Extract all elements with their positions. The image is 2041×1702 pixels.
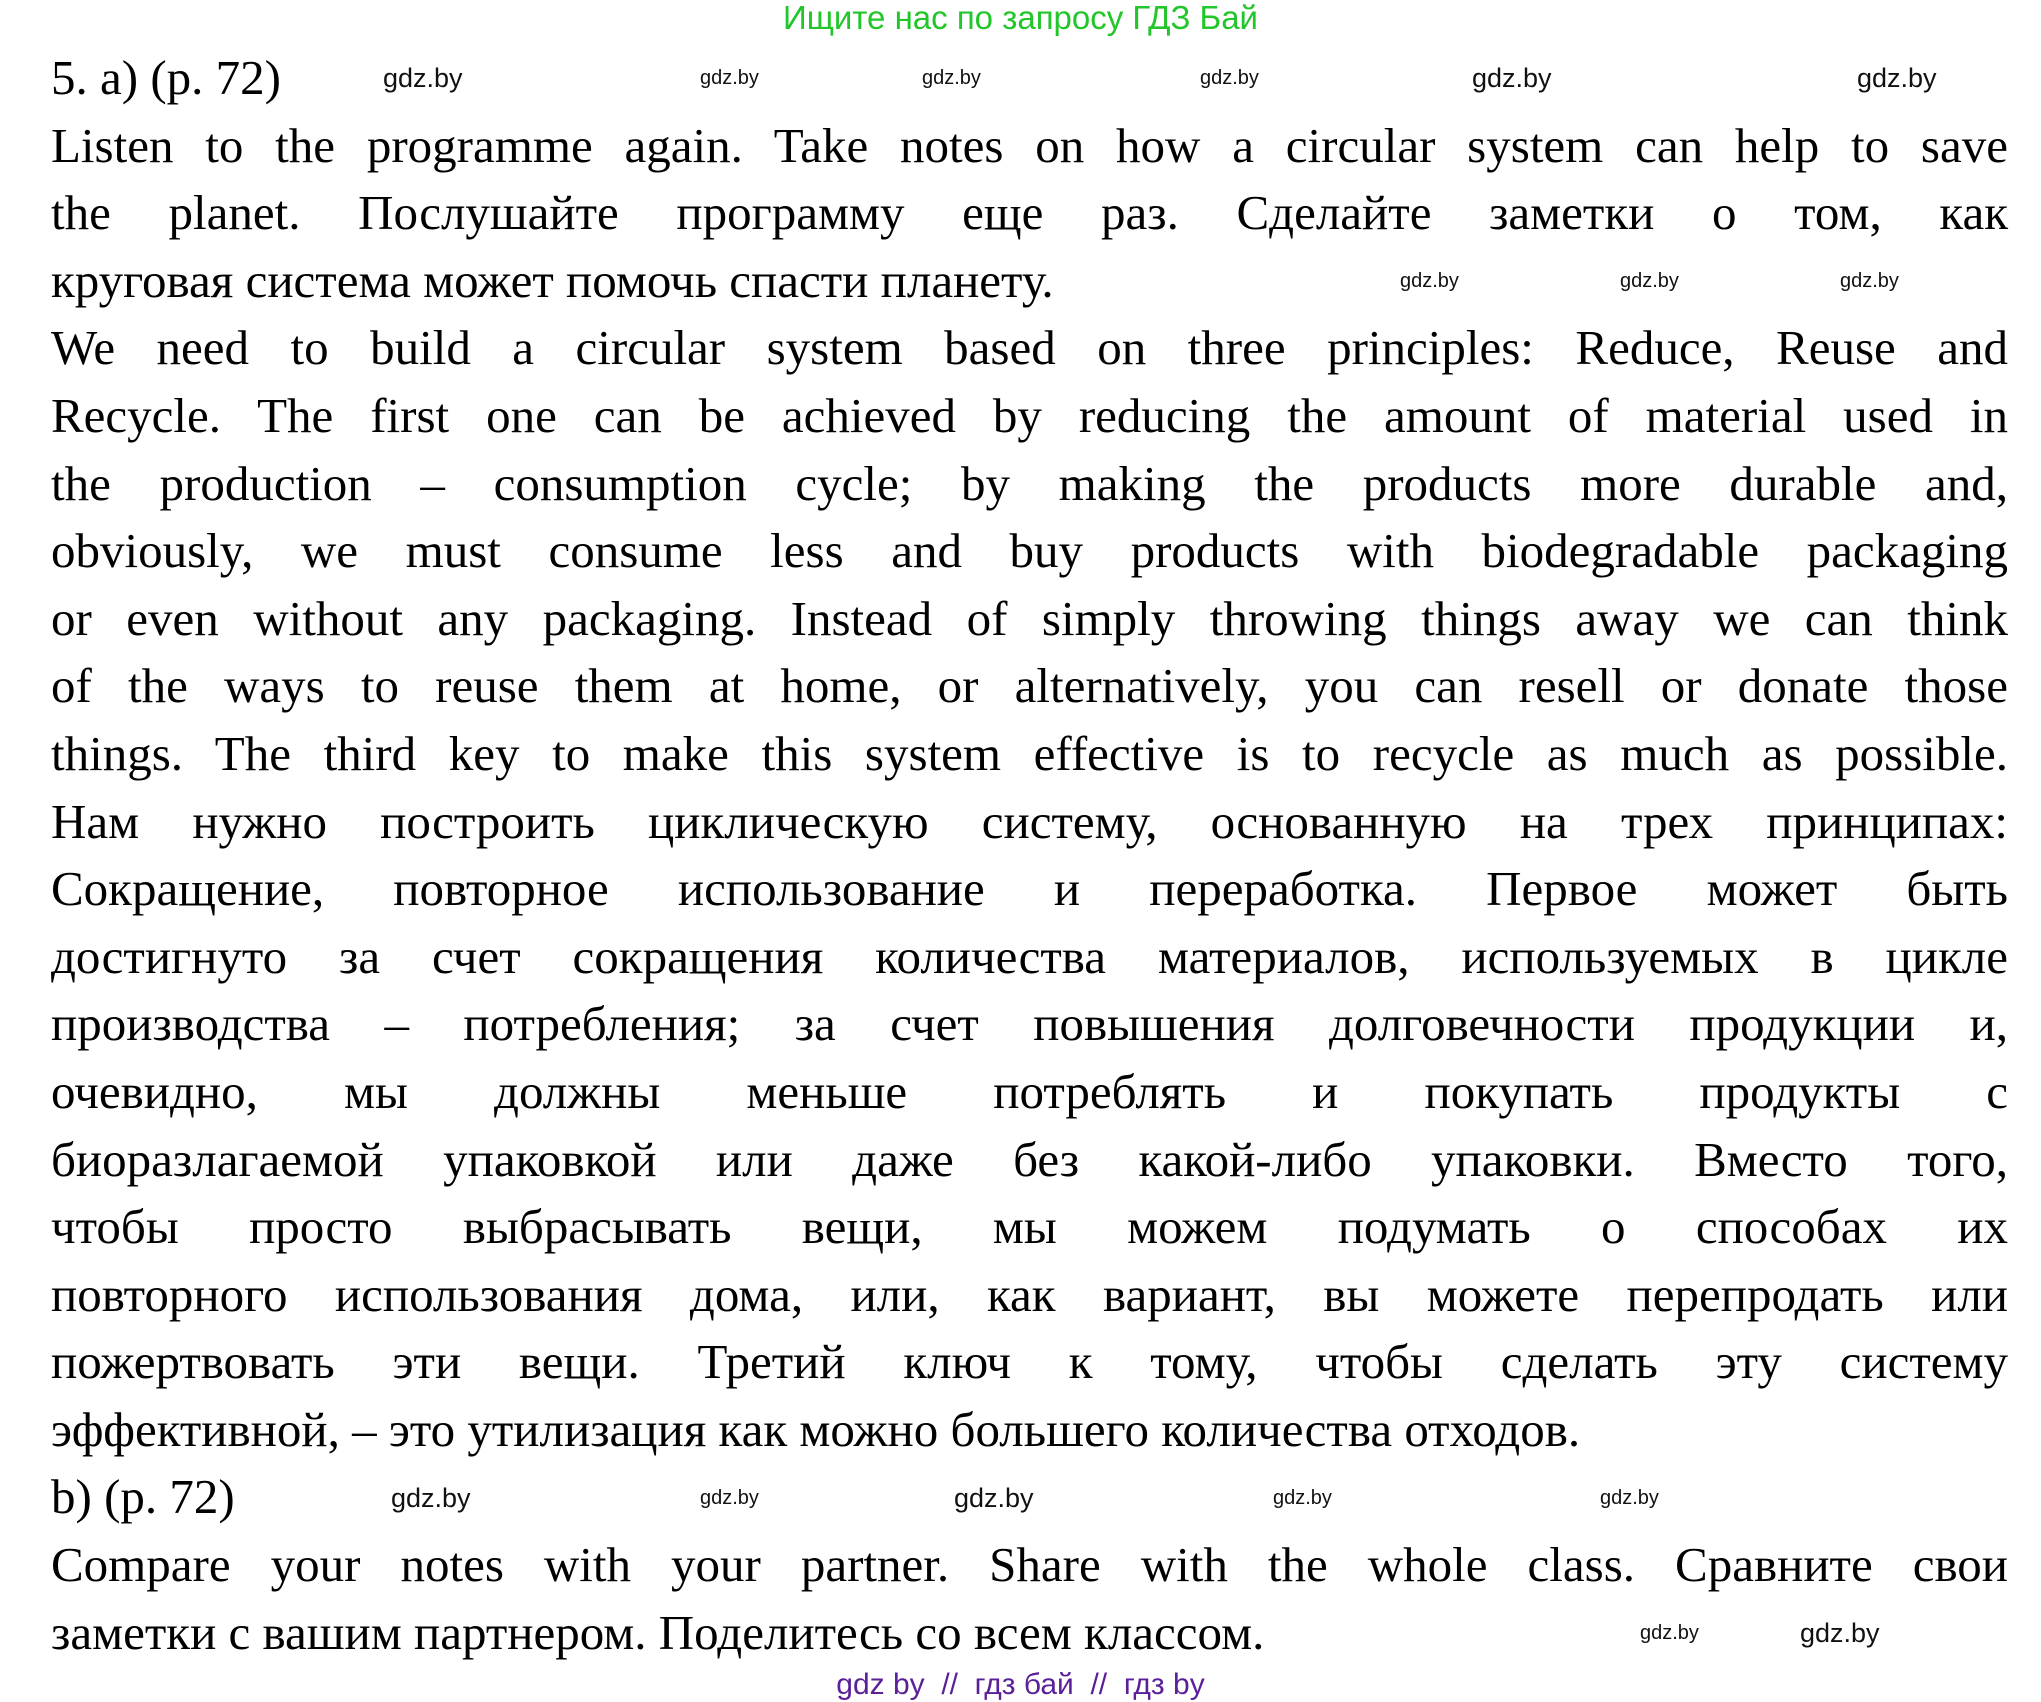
text-line: Compare your notes with your partner. Share with the whole class. Сравните свои	[51, 1537, 2008, 1593]
text-line: эффективной, – это утилизация как можно большего количества отходов.	[51, 1401, 1581, 1457]
watermark: gdz.by	[700, 67, 759, 89]
text-line: пожертвовать эти вещи. Третий ключ к тому, чтобы сделать эту систему	[51, 1334, 2008, 1390]
text-line: Listen to the programme again. Take notes on how a circular system can help to save	[51, 117, 2008, 173]
text-line: заметки с вашим партнером. Поделитесь со всем классом.	[51, 1604, 1265, 1660]
watermark: gdz.by	[922, 67, 981, 89]
exercise-heading: 5. a) (p. 72)	[51, 50, 281, 105]
watermark: gdz.by	[1800, 1618, 1880, 1648]
text-line: очевидно, мы должны меньше потреблять и покупать продукты с	[51, 1063, 2008, 1119]
search-banner: Ищите нас по запросу ГДЗ Бай	[783, 0, 1258, 36]
watermark: gdz.by	[1273, 1487, 1332, 1509]
watermark: gdz.by	[700, 1487, 759, 1509]
exercise-heading: b) (p. 72)	[51, 1469, 235, 1525]
watermark: gdz.by	[1857, 63, 1937, 93]
watermark: gdz.by	[1472, 63, 1552, 93]
watermark: gdz.by	[1200, 67, 1259, 89]
text-line: We need to build a circular system based on three principles: Reduce, Reuse and	[51, 320, 2008, 376]
watermark: gdz.by	[383, 63, 463, 93]
text-line: достигнуто за счет сокращения количества материалов, используемых в цикле	[51, 928, 2008, 984]
text-line: Сокращение, повторное использование и переработка. Первое может быть	[51, 861, 2008, 917]
text-line: чтобы просто выбрасывать вещи, мы можем подумать о способах их	[51, 1199, 2008, 1255]
watermark: gdz.by	[954, 1483, 1034, 1513]
text-line: повторного использования дома, или, как вариант, вы можете перепродать или	[51, 1266, 2008, 1322]
text-line: the planet. Послушайте программу еще раз. Сделайте заметки о том, как	[51, 185, 2008, 241]
text-line: or even without any packaging. Instead of simply throwing things away we can think	[51, 590, 2008, 646]
text-line: производства – потребления; за счет повышения долговечности продукции и,	[51, 996, 2008, 1052]
text-line: круговая система может помочь спасти планету.	[51, 252, 1054, 308]
watermark: gdz.by	[1600, 1487, 1659, 1509]
text-line: things. The third key to make this system effective is to recycle as much as possible.	[51, 725, 2008, 781]
text-line: the production – consumption cycle; by making the products more durable and,	[51, 455, 2008, 511]
watermark: gdz.by	[1840, 270, 1899, 292]
text-line: Нам нужно построить циклическую систему, основанную на трех принципах:	[51, 793, 2008, 849]
text-line: of the ways to reuse them at home, or alternatively, you can resell or donate those	[51, 658, 2008, 714]
text-line: Recycle. The first one can be achieved by reducing the amount of material used in	[51, 387, 2008, 443]
document-body	[51, 44, 2008, 1666]
text-line: obviously, we must consume less and buy products with biodegradable packaging	[51, 523, 2008, 579]
watermark: gdz.by	[1620, 270, 1679, 292]
watermark: gdz.by	[1640, 1622, 1699, 1644]
footer-watermark: gdz by // гдз бай // гдз by	[836, 1668, 1205, 1701]
watermark: gdz.by	[1400, 270, 1459, 292]
text-line: биоразлагаемой упаковкой или даже без какой-либо упаковки. Вместо того,	[51, 1131, 2008, 1187]
watermark: gdz.by	[391, 1483, 471, 1513]
